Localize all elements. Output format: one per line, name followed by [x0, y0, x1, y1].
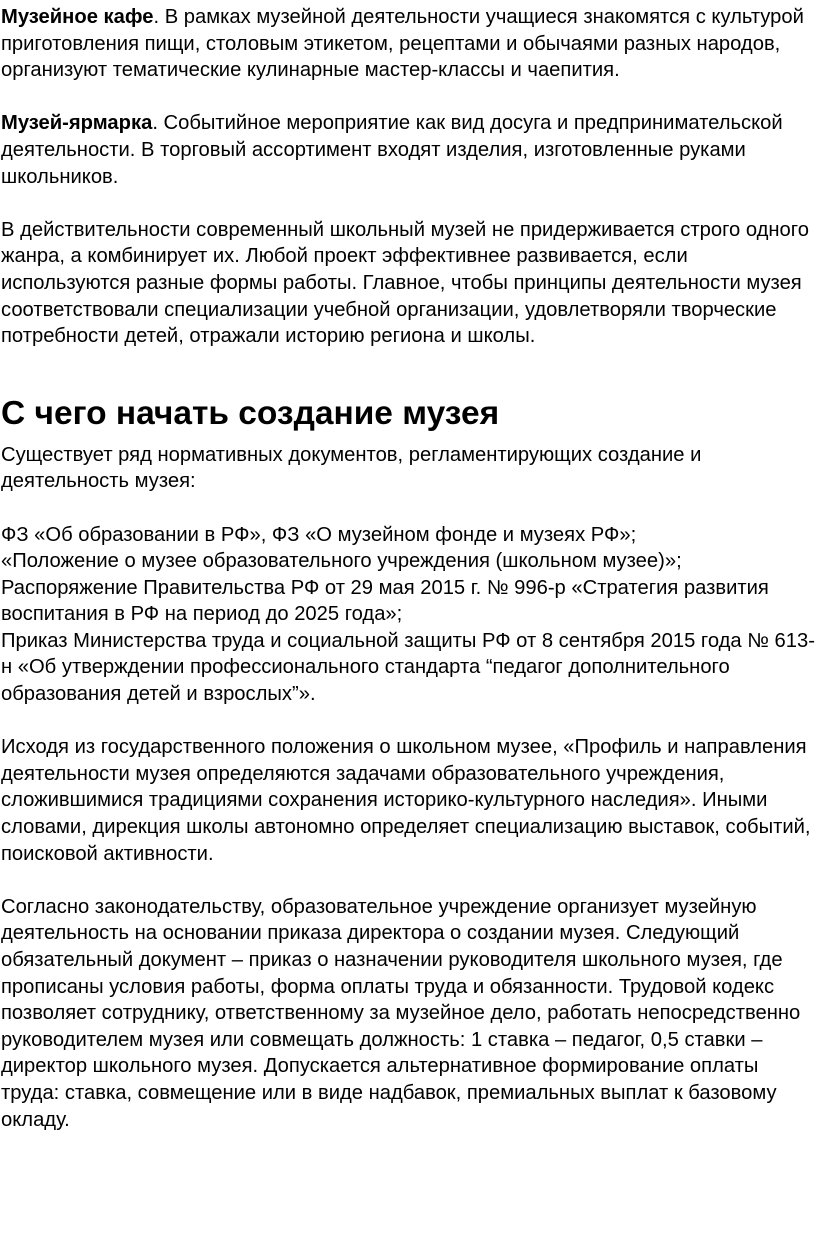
- paragraph-profile: Исходя из государственного положения о школьном музее, «Профиль и направления деятельности музея определяются задачами образовательного учреждения, сложившимися традициями сохранения историко-культурного наследия». Иными словами, дирекция школы автономно определяет специализацию выставок, событий, поисковой активности.: [1, 736, 811, 865]
- spacer: [1, 190, 816, 217]
- museum-fair-lead: Музей-ярмарка: [1, 112, 153, 135]
- paragraph-reality: В действительности современный школьный музей не придерживается строго одного жанра, а комбинирует их. Любой проект эффективнее развивается, если используются разные формы работы. Главное, чтобы принципы деятельности музея соответствовали специализации учебной организации, удовлетворяли творческие потребности детей, отражали историю региона и школы.: [1, 218, 809, 348]
- museum-fair-text: . Событийное мероприятие как вид досуга и предпринимательской деятельности. В торговый ассортимент входят изделия, изготовленные руками школьников.: [1, 112, 783, 188]
- spacer: [1, 867, 816, 894]
- spacer: [1, 495, 816, 522]
- documents-list: [1, 522, 816, 708]
- paragraph-museum-fair: [1, 110, 816, 190]
- museum-cafe-text: . В рамках музейной деятельности учащиеся знакомятся с культурой приготовления пищи, столовым этикетом, рецептами и обычаями разных народов, организуют тематические кулинарные мастер-классы и чаепития.: [1, 6, 804, 82]
- document-item: Приказ Министерства труда и социальной защиты РФ от 8 сентября 2015 года № 613-н «Об утверждении профессионального стандарта “педагог дополнительного образования детей и взрослых”».: [1, 629, 815, 706]
- paragraph-intro: Существует ряд нормативных документов, регламентирующих создание и деятельность музея:: [1, 443, 702, 493]
- spacer: [1, 708, 816, 735]
- document-item: ФЗ «Об образовании в РФ», ФЗ «О музейном фонде и музеях РФ»;: [1, 523, 637, 546]
- spacer: [1, 84, 816, 111]
- paragraph-museum-cafe: [1, 4, 816, 84]
- paragraph-law: Согласно законодательству, образовательное учреждение организует музейную деятельность на основании приказа директора о создании музея. Следующий обязательный документ – приказ о назначении руководителя школьного музея, где прописаны условия работы, форма оплаты труда и обязанности. Трудовой кодекс позволяет сотруднику, ответственному за музейное дело, работать непосредственно руководителем музея или совмещать должность: 1 ставка – педагог, 0,5 ставки – директор школьного музея. Допускается альтернативное формирование оплаты труда: ставка, совмещение или в виде надбавок, премиальных выплат к базовому окладу.: [1, 895, 801, 1131]
- museum-cafe-lead: Музейное кафе: [1, 6, 154, 28]
- section-heading: С чего начать создание музея: [1, 394, 500, 432]
- document-item: Распоряжение Правительства РФ от 29 мая 2015 г. № 996-р «Стратегия развития воспитания в РФ на период до 2025 года»;: [1, 576, 769, 626]
- document-item: «Положение о музее образовательного учреждения (школьном музее)»;: [1, 550, 682, 573]
- spacer: [1, 350, 816, 394]
